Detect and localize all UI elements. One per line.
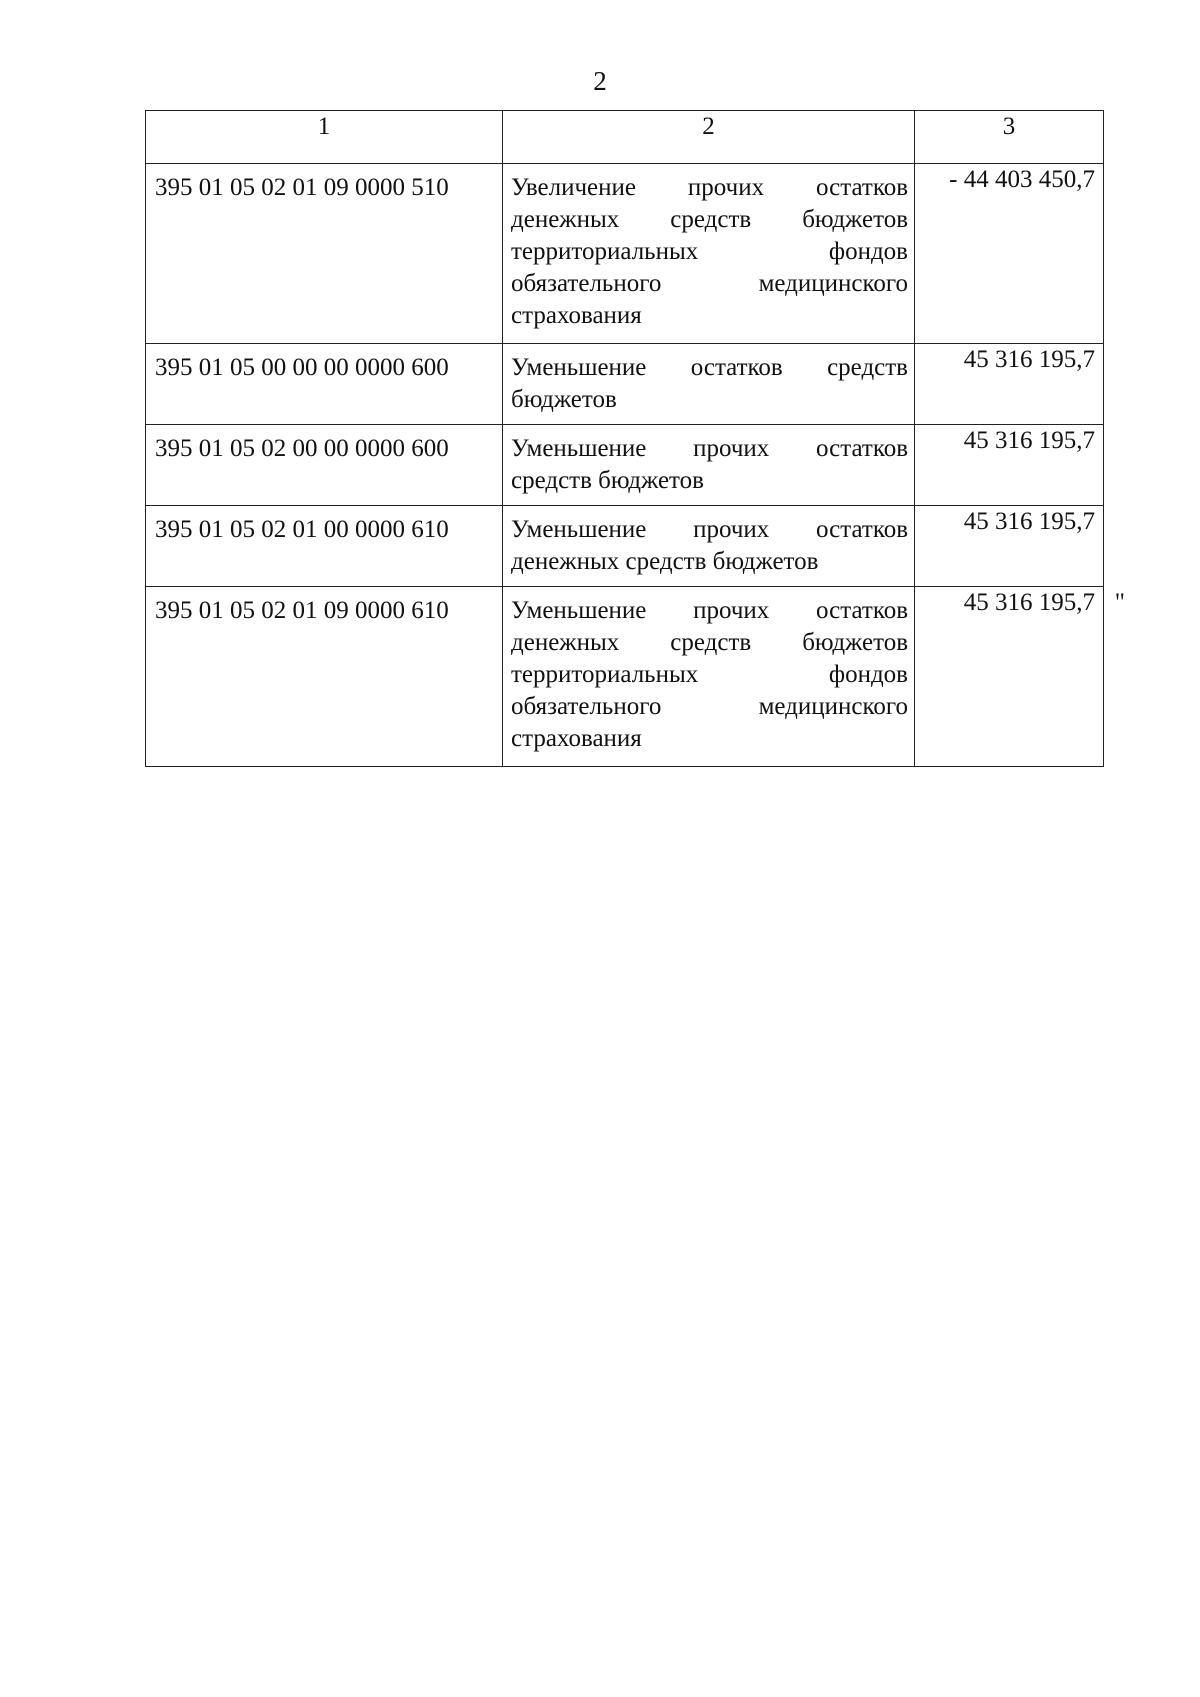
amount-value: 45 316 195,7 bbox=[963, 346, 1095, 373]
budget-code: 395 01 05 00 00 00 0000 600 bbox=[146, 344, 503, 425]
amount-value: 45 316 195,7 bbox=[963, 427, 1095, 454]
table-row bbox=[146, 164, 1104, 344]
amount bbox=[915, 506, 1104, 587]
amount bbox=[915, 425, 1104, 506]
table-row bbox=[146, 587, 1104, 767]
amount-value: 45 316 195,7 bbox=[963, 508, 1095, 535]
budget-sources-table bbox=[145, 110, 1125, 767]
closing-quote-mark: " bbox=[1114, 589, 1125, 616]
item-name: Увеличение прочих остатков денежных средств бюджетов территориальных фондов обязательного медицинского страхования bbox=[503, 164, 915, 344]
amount bbox=[915, 587, 1125, 767]
amount bbox=[915, 164, 1104, 344]
item-name: Уменьшение прочих остатков денежных средств бюджетов территориальных фондов обязательного медицинского страхования bbox=[503, 587, 915, 767]
header-column-3: 3 bbox=[915, 111, 1104, 164]
table-header-row bbox=[146, 111, 1104, 164]
amount-value: - 44 403 450,7 bbox=[949, 166, 1095, 193]
page-number: 2 bbox=[593, 66, 607, 96]
table-row bbox=[146, 425, 1104, 506]
header-column-1: 1 bbox=[146, 111, 503, 164]
budget-code: 395 01 05 02 01 00 0000 610 bbox=[146, 506, 503, 587]
budget-code: 395 01 05 02 01 09 0000 510 bbox=[146, 164, 503, 344]
table-row bbox=[146, 506, 1104, 587]
amount-cell-wrap bbox=[919, 587, 1125, 619]
header-column-2: 2 bbox=[503, 111, 915, 164]
amount-value: 45 316 195,7 bbox=[963, 589, 1095, 616]
budget-code: 395 01 05 02 01 09 0000 610 bbox=[146, 587, 503, 767]
item-name: Уменьшение остатков средств бюджетов bbox=[503, 344, 915, 425]
budget-code: 395 01 05 02 00 00 0000 600 bbox=[146, 425, 503, 506]
table-row bbox=[146, 344, 1104, 425]
item-name: Уменьшение прочих остатков средств бюджетов bbox=[503, 425, 915, 506]
item-name: Уменьшение прочих остатков денежных средств бюджетов bbox=[503, 506, 915, 587]
amount bbox=[915, 344, 1104, 425]
